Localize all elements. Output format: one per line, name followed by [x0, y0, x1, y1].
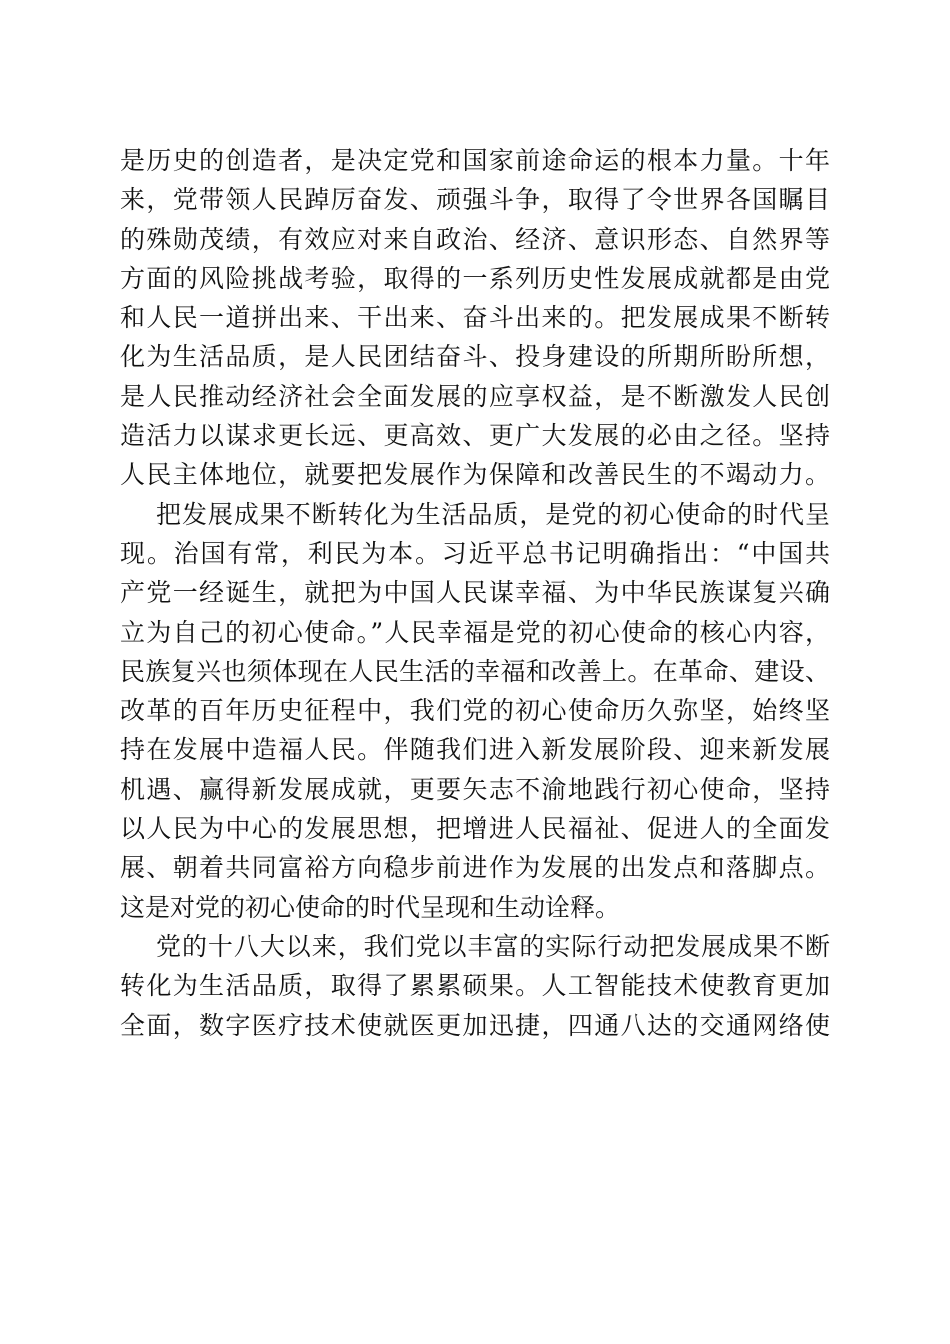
paragraph-first-line: 党的十八大以来，我们党以丰富的实际行动把发展成果不断: [156, 931, 830, 961]
text-line: 造活力以谋求更长远、更高效、更广大发展的必由之径。坚持: [120, 421, 830, 451]
paragraph-last-line: 这是对党的初心使命的时代呈现和生动诠释。: [120, 892, 621, 922]
text-line: 全面，数字医疗技术使就医更加迅捷，四通八达的交通网络使: [120, 1010, 830, 1040]
text-line: 改革的百年历史征程中，我们党的初心使命历久弥坚，始终坚: [120, 696, 830, 726]
text-line: 展、朝着共同富裕方向稳步前进作为发展的出发点和落脚点。: [120, 853, 830, 883]
text-line: 人民主体地位，就要把发展作为保障和改善民生的不竭动力。: [120, 460, 830, 490]
body-text: [120, 141, 830, 1045]
text-line: 立为自己的初心使命。”人民幸福是党的初心使命的核心内容，: [120, 617, 830, 647]
text-line: 是历史的创造者，是决定党和国家前途命运的根本力量。十年: [120, 146, 830, 175]
text-line: 是人民推动经济社会全面发展的应享权益，是不断激发人民创: [120, 381, 830, 411]
text-line: 机遇、赢得新发展成就，更要矢志不渝地践行初心使命，坚持: [120, 774, 830, 804]
text-line: 化为生活品质，是人民团结奋斗、投身建设的所期所盼所想，: [120, 342, 830, 372]
text-line: 民族复兴也须体现在人民生活的幸福和改善上。在革命、建设、: [120, 656, 830, 686]
text-line: 持在发展中造福人民。伴随我们进入新发展阶段、迎来新发展: [120, 735, 830, 765]
text-line: 产党一经诞生，就把为中国人民谋幸福、为中华民族谋复兴确: [120, 578, 830, 608]
text-line: 现。治国有常，利民为本。习近平总书记明确指出：“中国共: [120, 538, 830, 568]
text-line: 和人民一道拼出来、干出来、奋斗出来的。把发展成果不断转: [120, 303, 830, 333]
text-line: 以人民为中心的发展思想，把增进人民福祉、促进人的全面发: [120, 814, 830, 844]
text-line: 方面的风险挑战考验，取得的一系列历史性发展成就都是由党: [120, 263, 830, 293]
paragraph-first-line: 把发展成果不断转化为生活品质，是党的初心使命的时代呈: [156, 499, 830, 529]
text-line: 的殊勋茂绩，有效应对来自政治、经济、意识形态、自然界等: [120, 224, 830, 254]
text-line: 来，党带领人民踔厉奋发、顽强斗争，取得了令世界各国瞩目: [120, 185, 830, 215]
text-line: 转化为生活品质，取得了累累硕果。人工智能技术使教育更加: [120, 971, 830, 1001]
